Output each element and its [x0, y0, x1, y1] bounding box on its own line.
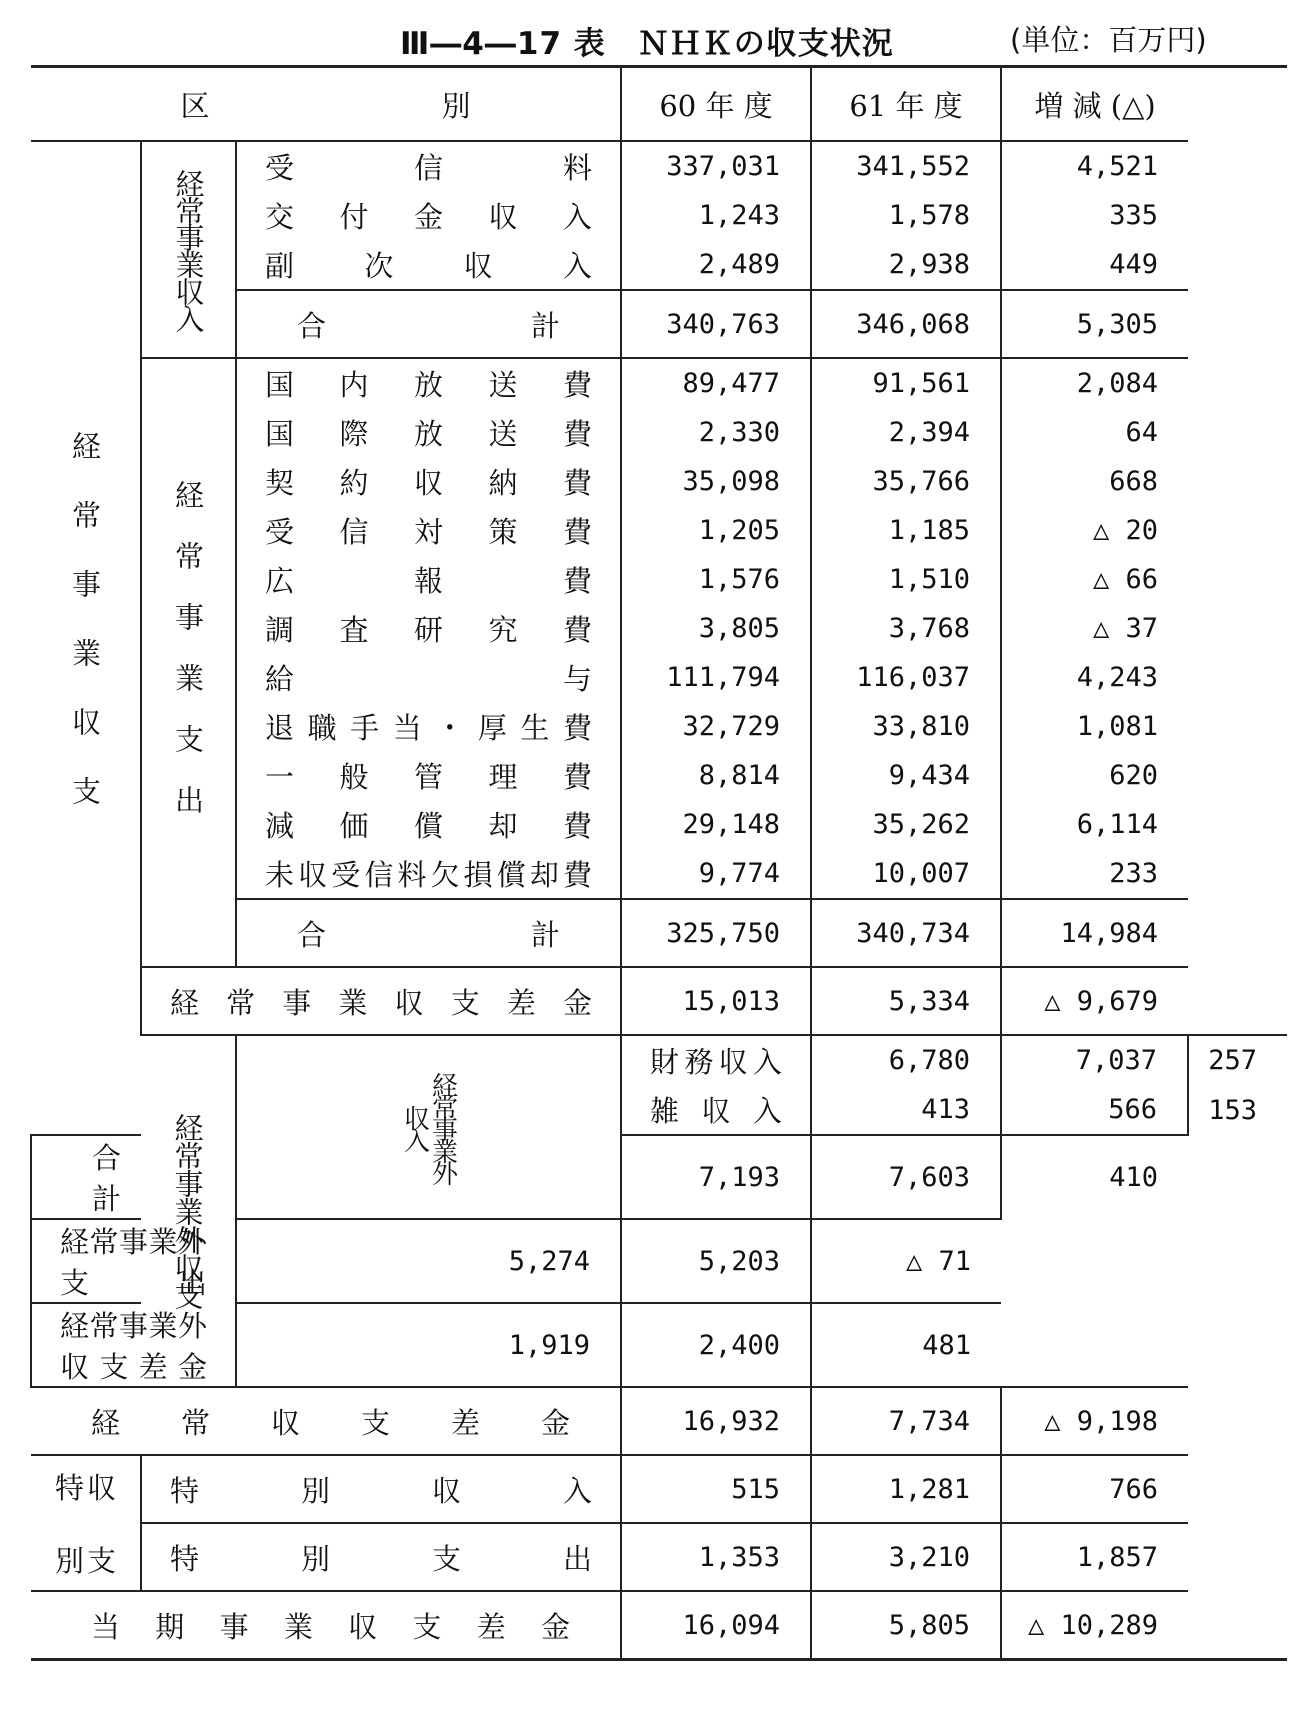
cell-diff: 449: [1001, 240, 1188, 290]
cell-diff: 257: [1188, 1035, 1287, 1085]
header-y60: 60 年 度: [621, 67, 811, 142]
cell-y60: 35,098: [621, 457, 811, 506]
header-row: [31, 67, 1287, 142]
cell-y61: 35,262: [811, 800, 1001, 849]
cell-y60: 6,780: [811, 1035, 1001, 1085]
cell-diff: 620: [1001, 751, 1188, 800]
row-label: 契約収納費: [236, 457, 621, 506]
cell-diff: △ 66: [1001, 555, 1188, 604]
cell-y61: 2,938: [811, 240, 1001, 290]
cell-diff: 2,084: [1001, 358, 1188, 408]
cell-y60: 1,353: [621, 1523, 811, 1591]
group-keijo: 経常事業収支: [68, 431, 102, 845]
row-label: 雑収入: [621, 1085, 811, 1135]
cell-y60: 340,763: [621, 290, 811, 358]
row-label: 合計: [236, 899, 621, 967]
cell-diff: △ 20: [1001, 506, 1188, 555]
cell-y61: 5,805: [811, 1591, 1001, 1660]
cell-y60: 337,031: [621, 141, 811, 191]
cell-y60: 2,330: [621, 408, 811, 457]
row-label: 経常収支差金: [31, 1387, 621, 1455]
row-label: 特別収入: [141, 1455, 621, 1523]
cell-y61: 341,552: [811, 141, 1001, 191]
cell-diff: 14,984: [1001, 899, 1188, 967]
table-row: [31, 1523, 1287, 1591]
cell-y60: 15,013: [621, 967, 811, 1035]
header-category: 区 別: [31, 67, 621, 142]
table-row: [31, 141, 1287, 191]
row-label: 一般管理費: [236, 751, 621, 800]
cell-y61: 116,037: [811, 653, 1001, 702]
cell-diff: 233: [1001, 849, 1188, 899]
cell-y61: 1,510: [811, 555, 1001, 604]
cell-diff: 5,305: [1001, 290, 1188, 358]
cell-diff: 481: [811, 1303, 1001, 1387]
cell-y61: 1,185: [811, 506, 1001, 555]
cell-diff: △ 10,289: [1001, 1591, 1188, 1660]
row-label: 経常事業収支差金: [141, 967, 621, 1035]
row-label: 受信料: [236, 141, 621, 191]
cell-y60: 1,919: [236, 1303, 621, 1387]
cell-diff: 4,521: [1001, 141, 1188, 191]
row-label: 調査研究費: [236, 604, 621, 653]
table-row: [31, 1387, 1287, 1455]
table-row: [31, 1035, 1287, 1085]
cell-diff: 335: [1001, 191, 1188, 240]
unit-label: (単位：百万円): [1010, 23, 1207, 57]
cell-y60: 1,205: [621, 506, 811, 555]
table-row: [31, 967, 1287, 1035]
row-label: 国内放送費: [236, 358, 621, 408]
cell-y60: 1,576: [621, 555, 811, 604]
cell-y61: 2,400: [621, 1303, 811, 1387]
cell-diff: 64: [1001, 408, 1188, 457]
header-y61: 61 年 度: [811, 67, 1001, 142]
table-title: Ⅲ―4―17 表 ＮＨＫの収支状況: [400, 26, 894, 62]
group-keijo-expense: 経常事業支出: [141, 358, 236, 967]
cell-y61: 91,561: [811, 358, 1001, 408]
row-label: 交付金収入: [236, 191, 621, 240]
table-row: [31, 358, 1287, 408]
row-label: 特別支出: [141, 1523, 621, 1591]
cell-diff: 6,114: [1001, 800, 1188, 849]
cell-y61: 346,068: [811, 290, 1001, 358]
cell-diff: △ 9,198: [1001, 1387, 1188, 1455]
cell-y60: 5,274: [236, 1219, 621, 1303]
row-label: 減価償却費: [236, 800, 621, 849]
cell-y61: 3,768: [811, 604, 1001, 653]
cell-y60: 16,094: [621, 1591, 811, 1660]
cell-diff: 668: [1001, 457, 1188, 506]
cell-y60: 7,193: [621, 1135, 811, 1219]
cell-y61: 9,434: [811, 751, 1001, 800]
cell-y61: 340,734: [811, 899, 1001, 967]
header-diff: 増 減 (△): [1001, 67, 1188, 142]
cell-diff: 4,243: [1001, 653, 1188, 702]
table-row: [31, 1455, 1287, 1523]
row-label: 経常事業外収支差金: [31, 1303, 236, 1387]
row-label: 当期事業収支差金: [31, 1591, 621, 1660]
cell-y60: 3,805: [621, 604, 811, 653]
row-label: 副次収入: [236, 240, 621, 290]
cell-diff: 1,857: [1001, 1523, 1188, 1591]
cell-diff: 153: [1188, 1085, 1287, 1135]
cell-y60: 16,932: [621, 1387, 811, 1455]
row-label: 経常事業外支出: [31, 1219, 236, 1303]
table-row: [31, 1219, 1287, 1303]
cell-y60: 111,794: [621, 653, 811, 702]
cell-y60: 2,489: [621, 240, 811, 290]
cell-y60: 9,774: [621, 849, 811, 899]
row-label: 広報費: [236, 555, 621, 604]
cell-diff: 1,081: [1001, 702, 1188, 751]
cell-y61: 3,210: [811, 1523, 1001, 1591]
cell-y60: 8,814: [621, 751, 811, 800]
cell-y61: 5,203: [621, 1219, 811, 1303]
row-label: 退職手当・厚生費: [236, 702, 621, 751]
table-row: [31, 1591, 1287, 1660]
cell-y61: 566: [1001, 1085, 1188, 1135]
cell-y60: 413: [811, 1085, 1001, 1135]
row-label: 合計: [236, 290, 621, 358]
cell-y61: 7,037: [1001, 1035, 1188, 1085]
cell-y60: 29,148: [621, 800, 811, 849]
cell-diff: △ 37: [1001, 604, 1188, 653]
cell-diff: 766: [1001, 1455, 1188, 1523]
cell-diff: 410: [1001, 1135, 1188, 1219]
group-keijo-income: 経常事業収入: [141, 141, 236, 358]
cell-y61: 1,281: [811, 1455, 1001, 1523]
cell-diff: △ 71: [811, 1219, 1001, 1303]
cell-y61: 33,810: [811, 702, 1001, 751]
cell-diff: △ 9,679: [1001, 967, 1188, 1035]
cell-y61: 10,007: [811, 849, 1001, 899]
row-label: 受信対策費: [236, 506, 621, 555]
cell-y60: 89,477: [621, 358, 811, 408]
group-keijogai-income: 経常事業外収入: [236, 1035, 621, 1219]
nhk-balance-table: [30, 65, 1287, 1661]
cell-y60: 1,243: [621, 191, 811, 240]
group-keijogai: 経常事業外収支: [141, 1035, 236, 1387]
cell-y61: 35,766: [811, 457, 1001, 506]
cell-y60: 515: [621, 1455, 811, 1523]
cell-y60: 325,750: [621, 899, 811, 967]
row-label: 給与: [236, 653, 621, 702]
cell-y60: 32,729: [621, 702, 811, 751]
cell-y61: 7,603: [811, 1135, 1001, 1219]
cell-y61: 5,334: [811, 967, 1001, 1035]
row-label: 国際放送費: [236, 408, 621, 457]
row-label: 未収受信料欠損償却費: [236, 849, 621, 899]
group-tokubetsu: 特 収 別 支: [31, 1455, 141, 1591]
cell-y61: 2,394: [811, 408, 1001, 457]
table-row: [31, 1303, 1287, 1387]
row-label: 合計: [31, 1135, 141, 1219]
row-label: 財務収入: [621, 1035, 811, 1085]
cell-y61: 7,734: [811, 1387, 1001, 1455]
cell-y61: 1,578: [811, 191, 1001, 240]
